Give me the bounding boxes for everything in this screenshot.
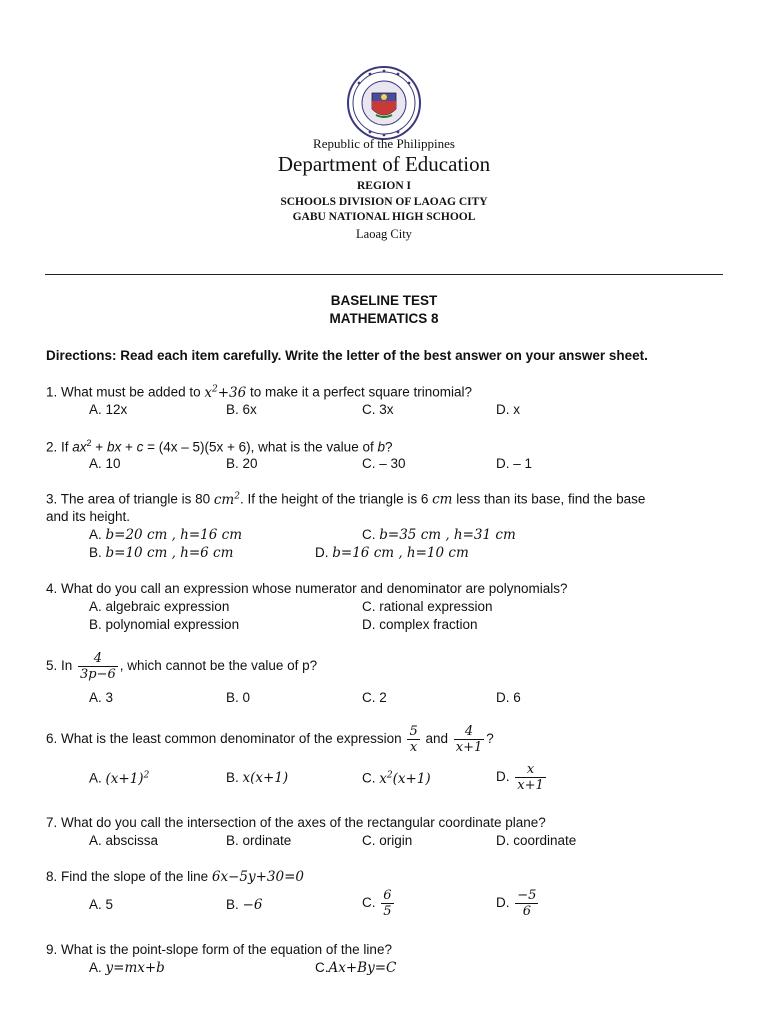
question-3-line-2: and its height.: [46, 509, 131, 524]
q6-option-b: B. x(x+1): [226, 770, 289, 786]
question-4: 4. What do you call an expression whose numerator and denominator are polynomials?: [46, 581, 568, 596]
deped-seal-logo: [346, 65, 422, 141]
q4-option-a: A. algebraic expression: [89, 599, 230, 614]
question-2: 2. If $ax^2$ + bx + c = (4x – 5)(5x + 6), what is the value of b?: [46, 438, 393, 455]
q2-option-d: D. – 1: [496, 456, 533, 471]
q2-option-b: B. 20: [226, 456, 258, 471]
q7-option-c: C. origin: [362, 833, 413, 848]
question-3: 3. The area of triangle is 80 $cm^2$. If the height of the triangle is 6 cm less than its base, find the base: [46, 491, 646, 508]
question-5: 5. In $\frac{4}{3p-6}$ , which cannot be the value of p?: [46, 651, 318, 682]
q5-fraction: $\frac{4}{3p-6}$: [80, 651, 116, 682]
question-8: 8. Find the slope of the line 6x−5y+30=0: [46, 869, 304, 885]
directions: Directions: Read each item carefully. Write the letter of the best answer on your answer sheet.: [46, 348, 648, 363]
q7-option-b: B. ordinate: [226, 833, 292, 848]
q1-option-d: D. x: [496, 402, 521, 417]
q5-option-a: A. 3: [89, 690, 114, 705]
question-7: 7. What do you call the intersection of the axes of the rectangular coordinate plane?: [46, 815, 546, 830]
header-divider: [45, 274, 723, 275]
q9-option-a: A. y=mx+b: [89, 960, 165, 976]
q4-option-c: C. rational expression: [362, 599, 493, 614]
q3-option-c: C. b=35 cm , h=31 cm: [362, 527, 516, 543]
test-title: BASELINE TEST: [330, 293, 438, 308]
q7-option-a: A. abscissa: [89, 833, 159, 848]
question-6: 6. What is the least common denominator of the expression $\frac{5}{x}$ and $\frac{4}{x+1}$ ?: [46, 724, 494, 755]
subject-title: MATHEMATICS 8: [329, 311, 439, 326]
department-title: Department of Education: [277, 152, 491, 176]
question-9: 9. What is the point-slope form of the equation of the line?: [46, 942, 392, 957]
q8-option-c: C. $\frac{6}{5}$: [362, 888, 392, 919]
republic-line: Republic of the Philippines: [313, 136, 455, 151]
q5-option-b: B. 0: [226, 690, 251, 705]
q4-option-d: D. complex fraction: [362, 617, 478, 632]
q7-option-d: D. coordinate: [496, 833, 577, 848]
q9-option-c: C.Ax+By=C: [315, 960, 397, 976]
q5-option-c: C. 2: [362, 690, 387, 705]
q1-option-c: C. 3x: [362, 402, 394, 417]
q8-option-a: A. 5: [89, 897, 114, 912]
question-1: 1. What must be added to $x^2+36$ to make it a perfect square trinomial?: [46, 384, 473, 401]
q6-option-d: D. $\frac{x}{x+1}$: [496, 762, 544, 793]
region-line: REGION I: [357, 180, 411, 192]
q1-option-a: A. 12x: [89, 402, 128, 417]
school-line: GABU NATIONAL HIGH SCHOOL: [292, 211, 476, 223]
q8-option-d: D. $\frac{-5}{6}$: [496, 888, 537, 919]
q6-option-c: C. $x^2(x+1)$: [362, 770, 431, 787]
q2-option-c: C. – 30: [362, 456, 406, 471]
q1-option-b: B. 6x: [226, 402, 257, 417]
q4-option-b: B. polynomial expression: [89, 617, 240, 632]
q3-option-d: D. b=16 cm , h=10 cm: [315, 545, 469, 561]
q6-option-a: A. $(x+1)^2$: [89, 770, 150, 787]
q3-option-a: A. b=20 cm , h=16 cm: [89, 527, 243, 543]
q8-option-b: B. −6: [226, 897, 263, 913]
city-line: Laoag City: [356, 227, 412, 241]
q2-option-a: A. 10: [89, 456, 121, 471]
q5-option-d: D. 6: [496, 690, 521, 705]
q3-option-b: B. b=10 cm , h=6 cm: [89, 545, 234, 561]
division-line: SCHOOLS DIVISION OF LAOAG CITY: [280, 196, 488, 208]
